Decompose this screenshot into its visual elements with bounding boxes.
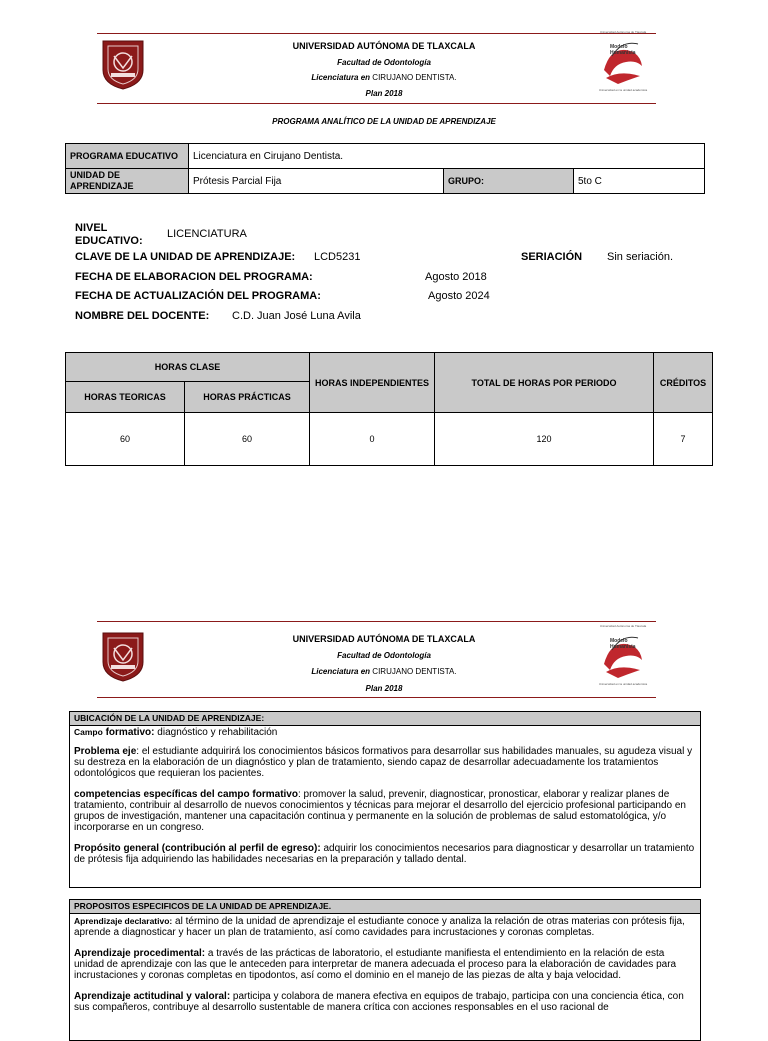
program-row [66,144,705,169]
docente-value: C.D. Juan José Luna Avila [232,310,361,322]
campo-paragraph [70,727,700,738]
right-logo-top-text-2: Universidad Autónoma de Tlaxcala [599,624,647,628]
right-logo-bottom-text: Universidad en la unidad académica [598,88,648,92]
unit-label: UNIDAD DE APRENDIZAJE [66,169,189,194]
proposito-paragraph [70,843,700,865]
competencias-text: : promover la salud, prevenir, diagnosticar, pronosticar, elaborar y realizar planes de tratamiento, contribuir al desarrollo de nuevos conocimientos y técnicas para mejorar el desarrollo del ejercicio profesional participando en grupos de investigación, mantener una capacitación continua y permanente en la solución de problemas de salud estomatológica, y/o incorporarse en un congreso. [74,789,686,833]
nivel-label: NIVEL EDUCATIVO: [75,222,143,247]
unit-row [66,169,705,194]
licenciatura-label: Licenciatura en [311,73,371,82]
horas-teoricas-header: HORAS TEORICAS [66,382,185,413]
fecha-elab-label: FECHA DE ELABORACION DEL PROGRAMA: [75,271,313,283]
right-logo-word: Modelo Humanista [610,44,636,56]
licenciatura-line [234,73,534,82]
faculty-name: Facultad de Odontología [337,58,431,67]
seriacion-value: Sin seriación. [607,251,674,263]
procedimental-text: a través de las prácticas de laboratorio, el estudiante manifiesta el entendimiento en la relación de esta unidad de aprendizaje con las que le anteceden para interpretar de manera adecuada el proceso para la elaboración de cavidades para incrustaciones y coronas completas en tipodontos, así como el dominio en el manejo de las piezas de alta y baja velocidad. [74,948,677,981]
plan-label: Plan 2018 [365,89,403,98]
problema-text: : el estudiante adquirirá los conocimientos básicos formativos para desarrollar sus habilidades manuales, su agudeza visual y su destreza en la elaboración de un diagnóstico y plan de tratamiento, siendo capaz de desarrollar adecuadamente los tratamientos odontológicos que requieran los pacientes. [74,746,693,779]
ubicacion-box [69,711,701,888]
right-logo-top-text: Universidad Autónoma de Tlaxcala [599,30,647,34]
header2-top-rule [97,621,656,622]
propositos-heading: PROPOSITOS ESPECIFICOS DE LA UNIDAD DE APRENDIZAJE. [70,900,700,914]
faculty-name-2: Facultad de Odontología [337,651,431,660]
declarativo-label: Aprendizaje declarativo: [74,916,173,926]
group-label: GRUPO: [444,169,574,194]
actitudinal-label: Aprendizaje actitudinal y valoral: [74,991,231,1002]
licenciatura-value: CIRUJANO DENTISTA. [372,73,457,82]
program-value: Licenciatura en Cirujano Dentista. [189,144,705,169]
campo-value: diagnóstico y rehabilitación [157,727,278,738]
procedimental-paragraph [70,948,700,981]
header2-bottom-rule [97,697,656,698]
hours-values-row [66,413,713,466]
proposito-text: adquirir los conocimientos necesarios para diagnosticar y desarrollar un tratamiento de prótesis fija adquiriendo las habilidades necesarias en la preparación y tallado dental. [74,843,695,865]
problema-paragraph [70,746,700,779]
horas-practicas-header: HORAS PRÁCTICAS [185,382,310,413]
hours-header-row [66,353,713,382]
seriacion-label: SERIACIÓN [521,251,583,263]
university-name: UNIVERSIDAD AUTÓNOMA DE TLAXCALA [292,41,476,51]
docente-label: NOMBRE DEL DOCENTE: [75,310,210,322]
uat-shield-logo-2 [100,630,146,682]
creditos-value: 7 [654,413,713,466]
fecha-act-value: Agosto 2024 [428,290,490,302]
creditos-header: CRÉDITOS [654,353,713,413]
program-table [65,143,705,194]
right-logo-bottom-text-2: Universidad en la unidad académica [598,682,648,686]
horas-practicas-value: 60 [185,413,310,466]
unit-value: Prótesis Parcial Fija [189,169,444,194]
modelo-humanista-logo [596,30,650,94]
proposito-label: Propósito general (contribución al perfil de egreso): [74,843,321,854]
licenciatura-line-2 [234,667,534,676]
actitudinal-paragraph [70,991,700,1013]
fecha-act-label: FECHA DE ACTUALIZACIÓN DEL PROGRAMA: [75,290,321,302]
competencias-paragraph [70,789,700,833]
problema-label: Problema eje [74,746,137,757]
fecha-elab-value: Agosto 2018 [425,271,487,283]
header-top-rule [97,33,656,34]
total-horas-value: 120 [435,413,654,466]
university-name-2: UNIVERSIDAD AUTÓNOMA DE TLAXCALA [292,634,476,644]
group-value: 5to C [574,169,705,194]
clave-label: CLAVE DE LA UNIDAD DE APRENDIZAJE: [75,251,296,263]
horas-teoricas-value: 60 [66,413,185,466]
procedimental-label: Aprendizaje procedimental: [74,948,206,959]
licenciatura-label-2: Licenciatura en [311,667,371,676]
clave-value: LCD5231 [314,251,361,263]
propositos-box [69,899,701,1041]
horas-independientes-header: HORAS INDEPENDIENTES [310,353,435,413]
declarativo-text: al término de la unidad de aprendizaje el estudiante conoce y analiza la relación de otras materias con prótesis fija, aprende a diagnosticar y hacer un plan de tratamiento, así como cavidades para incrustaciones y coronas completas. [74,916,685,938]
hours-table [65,352,713,466]
header-bottom-rule [97,103,656,104]
licenciatura-value-2: CIRUJANO DENTISTA. [372,667,457,676]
horas-independientes-value: 0 [310,413,435,466]
right-logo-word-2: Modelo Humanista [610,638,636,650]
declarativo-paragraph [70,916,700,938]
total-horas-header: TOTAL DE HORAS POR PERIODO [435,353,654,413]
actitudinal-text: participa y colabora de manera efectiva en equipos de trabajo, participa con una conciencia ética, con sus compañeros, contribuye al desarrollo sustentable de manera crítica con acciones responsables en el uso racional de [74,991,684,1013]
plan-label-2: Plan 2018 [365,684,403,693]
nivel-value: LICENCIATURA [167,228,247,240]
horas-clase-header: HORAS CLASE [66,353,310,382]
uat-shield-logo [100,38,146,90]
campo-label-b: formativo: [105,727,155,738]
campo-label-a: Campo [74,727,103,737]
competencias-label: competencias específicas del campo formativo [74,789,298,800]
doc-title: PROGRAMA ANALÍTICO DE LA UNIDAD DE APRENDIZAJE [272,117,496,126]
modelo-humanista-logo-2 [596,624,650,688]
program-label: PROGRAMA EDUCATIVO [66,144,189,169]
ubicacion-heading: UBICACIÓN DE LA UNIDAD DE APRENDIZAJE: [70,712,700,726]
